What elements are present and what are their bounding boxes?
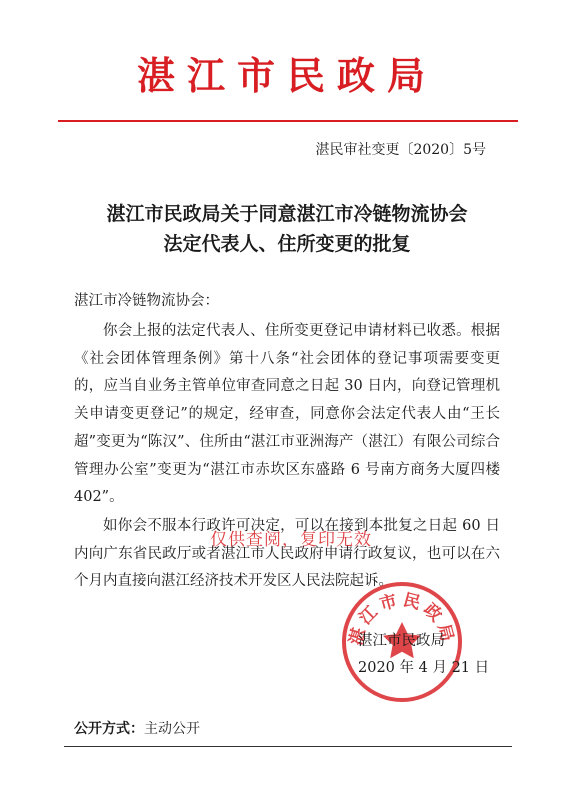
watermark-text: 仅供查阅，复印无效 <box>210 530 372 550</box>
disclosure-line <box>74 718 200 740</box>
body-paragraph-1: 你会上报的法定代表人、住所变更登记申请材料已收悉。根据《社会团体管理条例》第十八条“社会团体的登记事项需要变更的，应当自业务主管单位审查同意之日起 30 日内，向登记管理机关申请变更登记”的规定，经审查，同意你会法定代表人由“王长超”变更为“陈汉”、住所由“湛江市亚洲海产（湛江）有限公司综合管理办公室”变更为“湛江市赤坎区东盛路 6 号南方商务大厦四楼 402”。 <box>74 323 500 506</box>
seal-text: 湛江市民政局 <box>346 590 458 648</box>
document-title-line-2: 法定代表人、住所变更的批复 <box>163 233 411 255</box>
letterhead-title: 湛江市民政局 <box>136 53 437 98</box>
disclosure-label: 公开方式： <box>74 721 144 737</box>
signature-organization: 湛江市民政局 <box>358 633 445 649</box>
disclosure-value: 主动公开 <box>144 721 200 737</box>
body-paragraph-2: 如你会不服本行政许可决定，可以在接到本批复之日起 60 日内向广东省民政厅或者湛江市人民政府申请行政复议，也可以在六个月内直接向湛江经济技术开发区人民法院起诉。 <box>74 518 500 590</box>
signature-date: 2020 年 4 月 21 日 <box>358 660 490 676</box>
bottom-divider <box>64 746 512 747</box>
letterhead-red-rule <box>58 120 518 122</box>
document-number: 湛民审社变更〔2020〕5号 <box>315 142 486 158</box>
document-title-line-1: 湛江市民政局关于同意湛江市冷链物流协会 <box>106 203 468 225</box>
salutation: 湛江市冷链物流协会： <box>74 293 219 309</box>
